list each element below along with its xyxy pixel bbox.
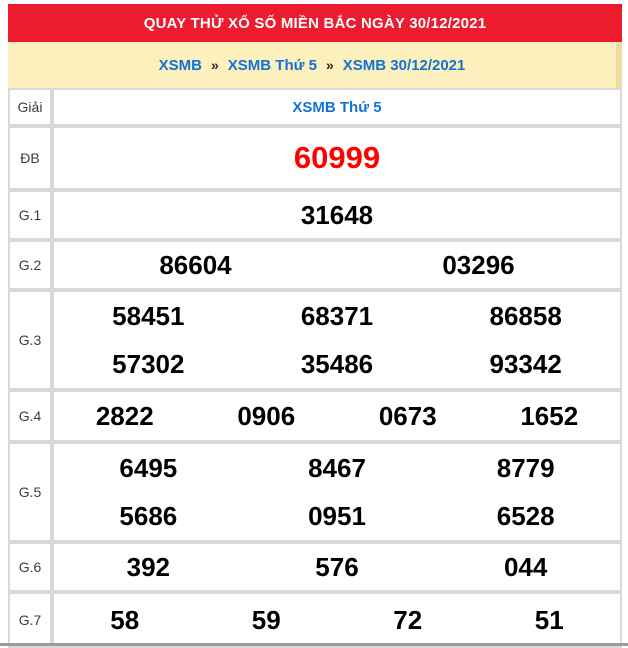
prize-number: 5686 xyxy=(119,500,178,531)
prize-number: 8467 xyxy=(308,452,366,483)
results-table xyxy=(8,88,622,648)
prize-row-g6 xyxy=(10,544,620,590)
prize-label: G.2 xyxy=(10,242,50,288)
prize-number: 68371 xyxy=(300,300,374,331)
prize-label: G.4 xyxy=(10,392,50,440)
prize-number: 03296 xyxy=(442,249,515,280)
prize-number: 58451 xyxy=(112,300,185,331)
prize-label: G.6 xyxy=(10,544,50,590)
prize-number: 1652 xyxy=(520,400,579,431)
breadcrumb-link-xsmb-thu5[interactable]: XSMB Thứ 5 xyxy=(227,56,317,74)
breadcrumb-link-xsmb-date[interactable]: XSMB 30/12/2021 xyxy=(342,56,466,74)
breadcrumb-link-xsmb[interactable]: XSMB xyxy=(158,56,202,74)
prize-number: 6495 xyxy=(119,452,178,483)
prize-label: G.1 xyxy=(10,192,50,238)
breadcrumb-separator-icon: » xyxy=(325,57,334,73)
prize-number: 576 xyxy=(315,551,359,582)
prize-label: G.5 xyxy=(10,444,50,540)
prize-number: 6528 xyxy=(496,500,555,531)
prize-number: 2822 xyxy=(95,400,154,431)
breadcrumb xyxy=(8,42,622,88)
prize-number: 0673 xyxy=(378,400,437,431)
prize-number-special: 60999 xyxy=(293,140,381,175)
prize-number: 8779 xyxy=(496,452,555,483)
prize-number: 31648 xyxy=(300,199,374,230)
prize-number: 044 xyxy=(503,551,548,582)
prize-row-g7 xyxy=(10,594,620,646)
prize-number: 0906 xyxy=(237,400,296,431)
page-title-bar xyxy=(8,4,622,42)
prize-row-g3 xyxy=(10,292,620,388)
prize-row-g5 xyxy=(10,444,620,540)
column-header-link[interactable]: XSMB Thứ 5 xyxy=(54,90,620,124)
prize-number: 392 xyxy=(126,551,171,582)
prize-label: G.3 xyxy=(10,292,50,388)
lottery-page xyxy=(8,4,622,648)
prize-label: G.7 xyxy=(10,594,50,646)
prize-number: 93342 xyxy=(489,348,562,379)
section-divider xyxy=(0,643,628,646)
prize-number: 86604 xyxy=(159,249,232,280)
table-header-row xyxy=(10,90,620,124)
prize-row-g4 xyxy=(10,392,620,440)
prize-row-g2 xyxy=(10,242,620,288)
prize-number: 58 xyxy=(110,604,140,635)
page-title: QUAY THỬ XỔ SỐ MIỀN BẮC NGÀY 30/12/2021 xyxy=(143,14,487,32)
corner-label: Giải xyxy=(10,90,50,124)
prize-number: 57302 xyxy=(112,348,185,379)
prize-number: 86858 xyxy=(489,300,562,331)
prize-row-db xyxy=(10,128,620,188)
prize-label: ĐB xyxy=(10,128,50,188)
prize-row-g1 xyxy=(10,192,620,238)
prize-number: 51 xyxy=(534,604,564,635)
breadcrumb-separator-icon: » xyxy=(210,57,219,73)
prize-number: 0951 xyxy=(308,500,366,531)
prize-number: 35486 xyxy=(300,348,374,379)
prize-number: 72 xyxy=(393,604,423,635)
prize-number: 59 xyxy=(251,604,281,635)
